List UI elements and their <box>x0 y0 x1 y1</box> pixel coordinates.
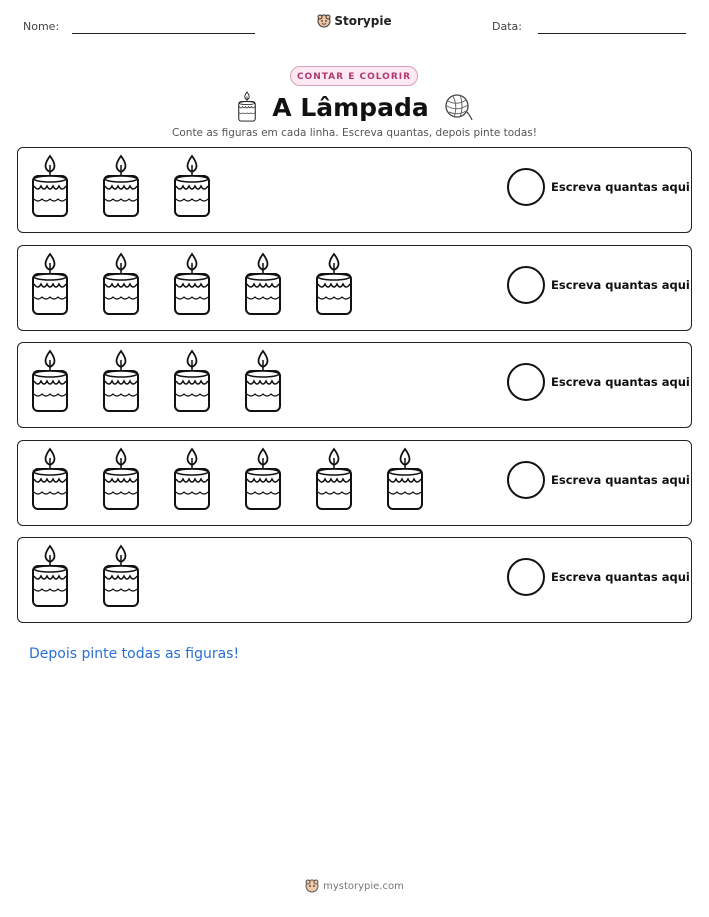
name-line[interactable] <box>72 33 255 34</box>
storypie-mascot-icon <box>305 879 319 893</box>
counting-row <box>17 440 692 526</box>
candle-icon[interactable] <box>30 154 70 220</box>
answer-circle[interactable] <box>507 363 545 401</box>
answer-hint: Escreva quantas aqui <box>551 375 690 389</box>
candle-icon[interactable] <box>243 252 283 318</box>
candle-icon[interactable] <box>30 349 70 415</box>
answer-circle[interactable] <box>507 558 545 596</box>
storypie-mascot-icon <box>317 14 331 28</box>
counting-row <box>17 342 692 428</box>
candle-icon[interactable] <box>101 154 141 220</box>
answer-circle[interactable] <box>507 266 545 304</box>
brand <box>0 14 709 31</box>
candle-icon[interactable] <box>101 349 141 415</box>
footer-note: Depois pinte todas as figuras! <box>29 646 240 662</box>
candle-icon[interactable] <box>385 447 425 513</box>
date-line[interactable] <box>538 33 686 34</box>
candle-icon[interactable] <box>101 447 141 513</box>
yarn-ball-icon <box>443 92 473 122</box>
candle-icon[interactable] <box>172 349 212 415</box>
candle-icon[interactable] <box>314 252 354 318</box>
answer-hint: Escreva quantas aqui <box>551 277 690 292</box>
page-title: A Lâmpada <box>272 92 429 122</box>
counting-row <box>17 245 692 331</box>
answer-hint: Escreva quantas aqui <box>551 570 690 584</box>
candle-icon[interactable] <box>101 252 141 318</box>
candle-icon <box>236 91 258 123</box>
candle-icon[interactable] <box>243 447 283 513</box>
answer-circle[interactable] <box>507 461 545 499</box>
candle-icon[interactable] <box>314 447 354 513</box>
name-label: Nome: <box>23 20 60 33</box>
answer-circle[interactable] <box>507 168 545 206</box>
answer-hint: Escreva quantas aqui <box>551 472 690 487</box>
candle-icon[interactable] <box>101 544 141 610</box>
title-row <box>0 90 709 124</box>
candle-icon[interactable] <box>30 544 70 610</box>
site-footer <box>0 879 709 896</box>
candle-icon[interactable] <box>30 447 70 513</box>
candle-icon[interactable] <box>172 154 212 220</box>
candle-icon[interactable] <box>172 447 212 513</box>
answer-hint: Escreva quantas aqui <box>551 180 690 194</box>
counting-row <box>17 537 692 623</box>
activity-badge: CONTAR E COLORIR <box>290 66 418 86</box>
date-label: Data: <box>492 20 522 33</box>
brand-name: Storypie <box>334 14 392 28</box>
site-url: mystorypie.com <box>323 880 404 892</box>
counting-row <box>17 147 692 233</box>
instructions: Conte as figuras em cada linha. Escreva quantas, depois pinte todas! <box>172 127 537 139</box>
candle-icon[interactable] <box>243 349 283 415</box>
candle-icon[interactable] <box>30 252 70 318</box>
candle-icon[interactable] <box>172 252 212 318</box>
